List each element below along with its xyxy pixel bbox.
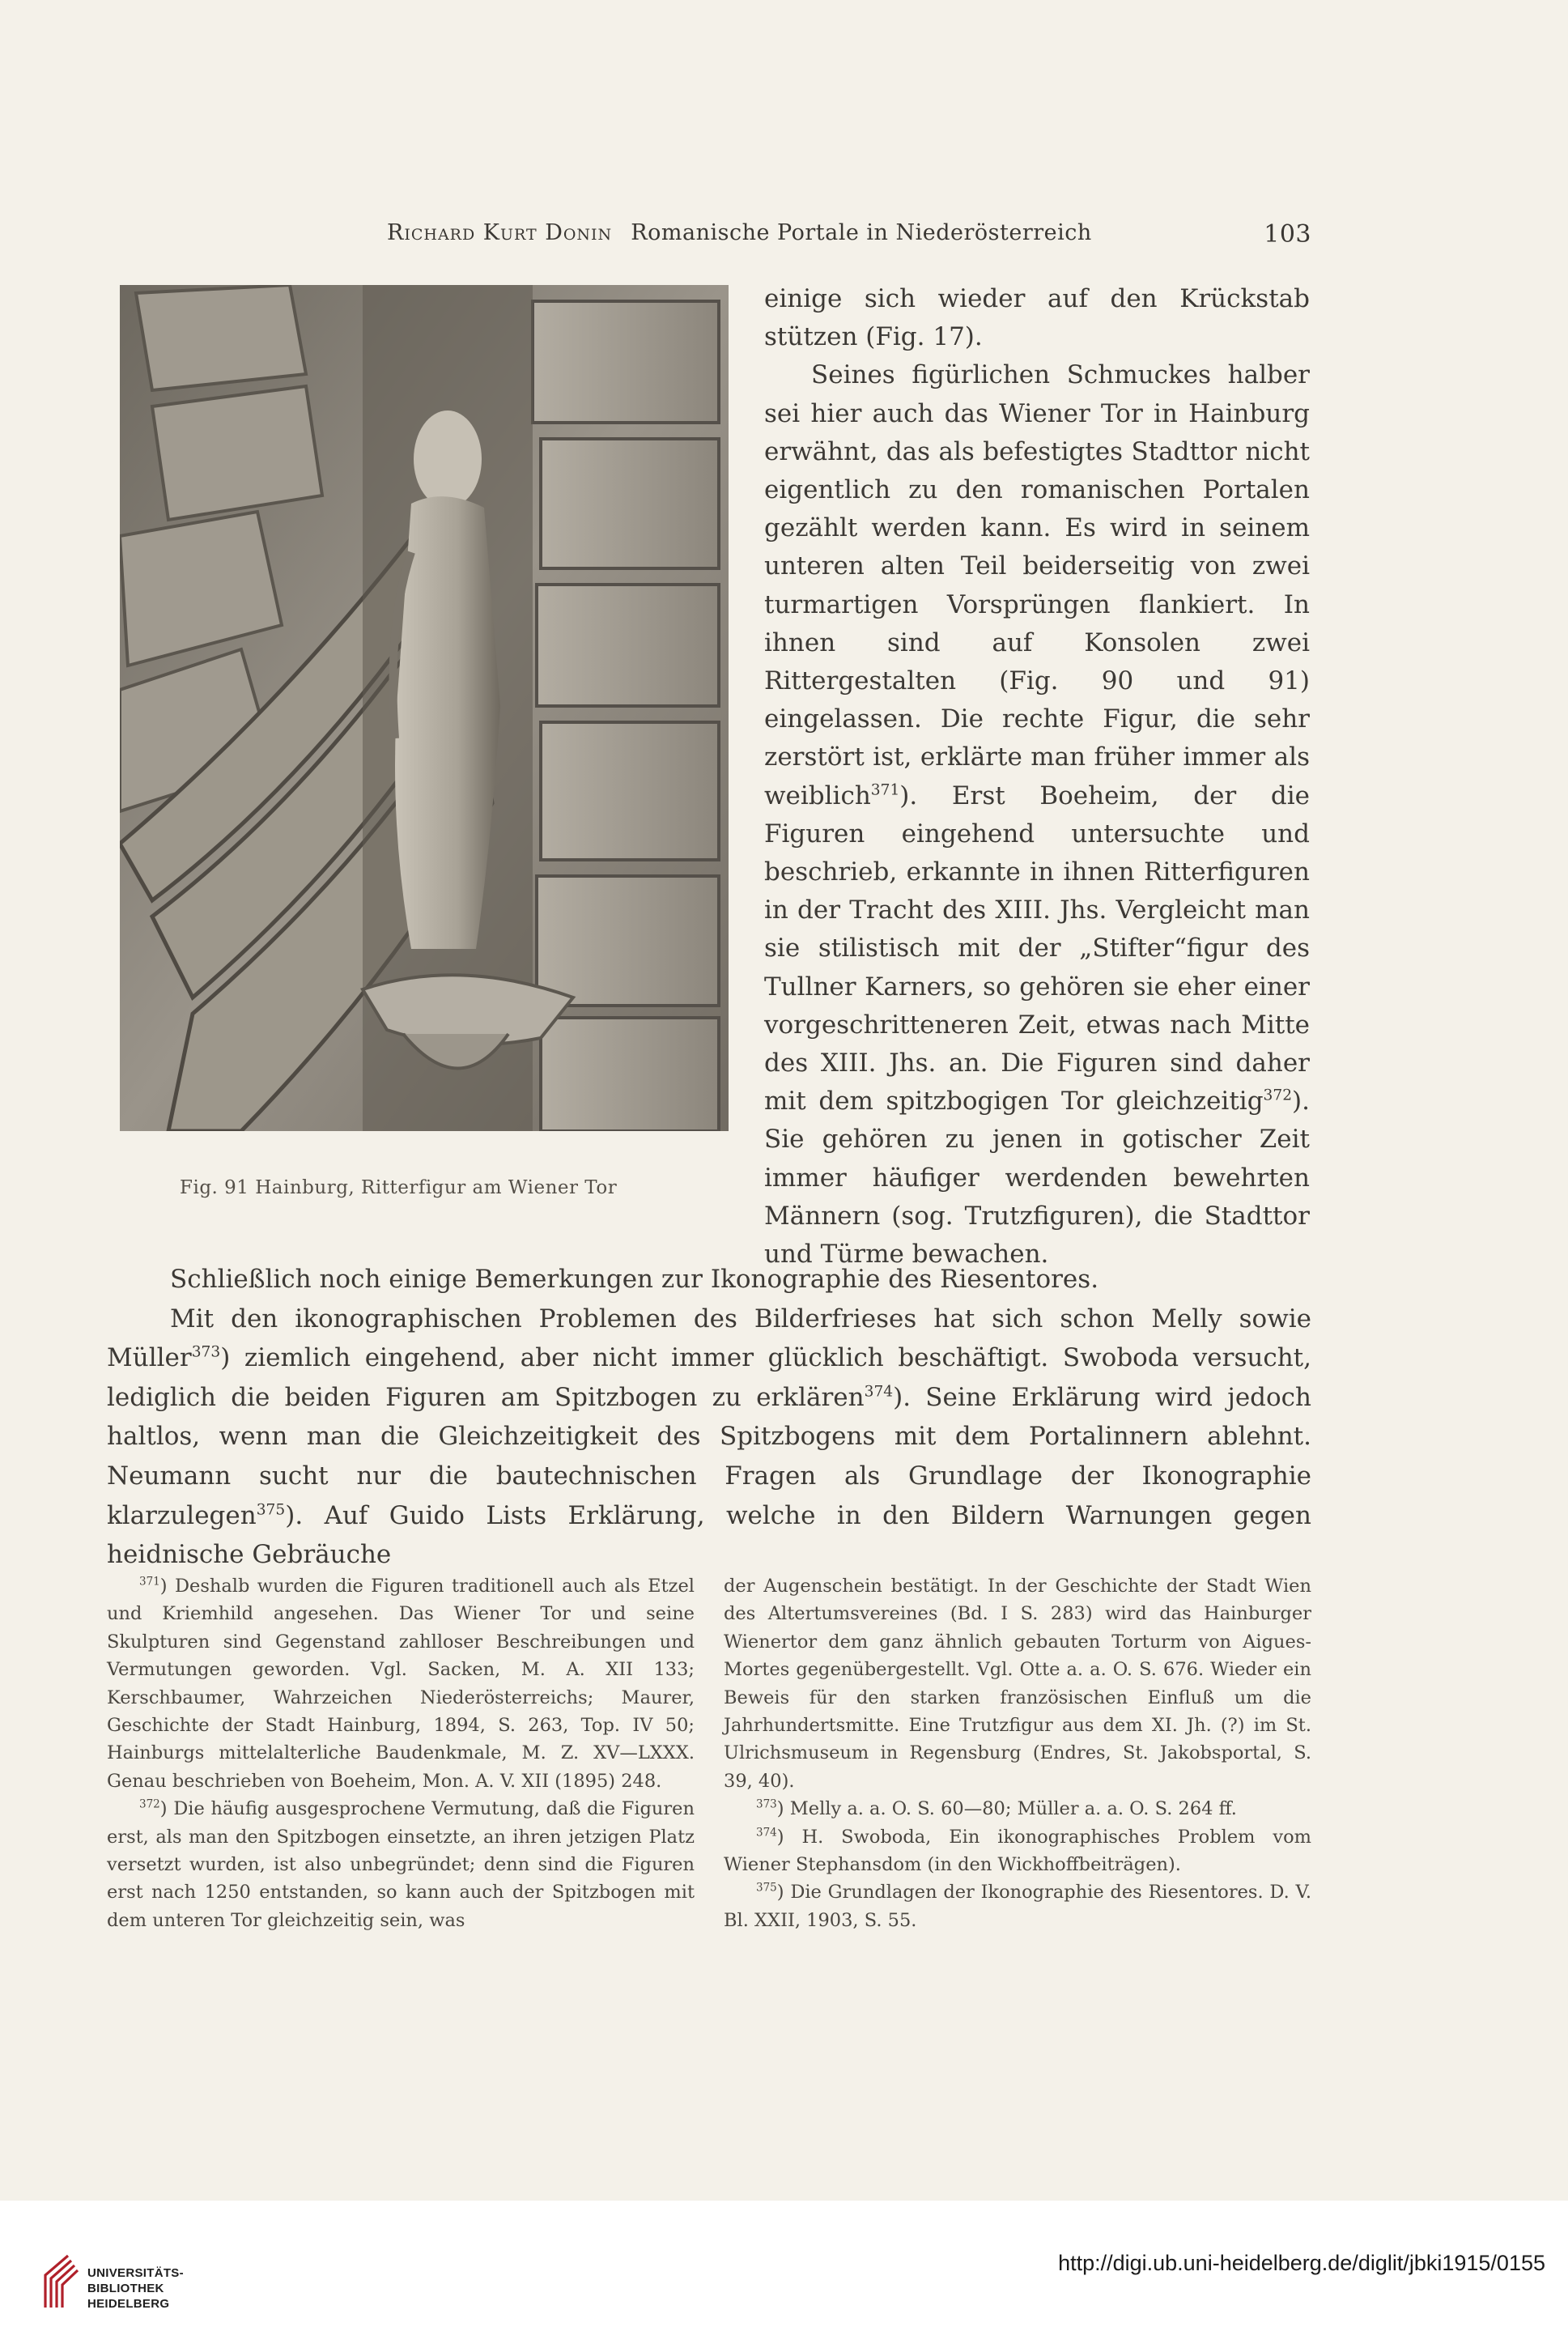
- footnote-372-text: ) Die häufig ausgesprochene Vermutung, daß die Figuren erst, als man den Spitzbogen einsetzte, an ihren jetzigen Platz versetzt wurden, ist also unbegründet; denn sind die Figuren erst nach 1250 entstanden, so kann auch der Spitzbogen mit dem unteren Tor gleichzeitig sein, was: [107, 1798, 695, 1931]
- main-paragraph-1: Schließlich noch einige Bemerkungen zur Ikonographie des Riesentores.: [170, 1265, 1099, 1294]
- knight-figure-photo: [120, 285, 729, 1131]
- logo-line-3: HEIDELBERG: [87, 2297, 170, 2311]
- footnote-ref-371: 371: [870, 781, 900, 799]
- column-paragraph-2-end: ). Sie gehören zu jenen in gotischer Zeit immer häufiger werdenden bewehrten Männern (sog. Trutzfiguren), die Stadttor und Türme bewachen.: [764, 1087, 1310, 1270]
- footnote-374-text: ) H. Swoboda, Ein ikonographisches Problem vom Wiener Stephansdom (in den Wickhoffbeiträgen).: [724, 1826, 1311, 1876]
- photo-illustration: [120, 285, 729, 1131]
- footnote-ref-375: 375: [256, 1501, 286, 1519]
- column-paragraph-2: [764, 356, 1310, 1274]
- column-paragraph-2-text: Seines figürlichen Schmuckes halber sei hier auch das Wiener Tor in Hainburg erwähnt, das als befestigtes Stadttor nicht eigentlich zu den romanischen Portalen gezählt werden kann. Es wird in seinem unteren alten Teil beiderseitig von zwei turmartigen Vorsprüngen flankiert. In ihnen sind auf Konsolen zwei Rittergestalten (Fig. 90 und 91) eingelassen. Die rechte Figur, die sehr zerstört ist, erklärte man früher immer als weiblich: [764, 360, 1310, 810]
- footnote-371-text: ) Deshalb wurden die Figuren traditionell auch als Etzel und Kriemhild angesehen. Das Wiener Tor und seine Skulpturen sind Gegenstand zahlloser Beschreibungen und Vermutungen geworden. Vgl. Sacken, M. A. XII 133; Kerschbaumer, Wahrzeichen Niederösterreichs; Maurer, Geschichte der Stadt Hainburg, 1894, S. 263, Top. IV 50; Hainburgs mittelalterliche Baudenkmale, M. Z. XV—LXXX. Genau beschrieben von Boeheim, Mon. A. V. XII (1895) 248.: [107, 1576, 695, 1792]
- footer-bar: [0, 2201, 1568, 2348]
- footnote-375-text: ) Die Grundlagen der Ikonographie des Riesentores. D. V. Bl. XXII, 1903, S. 55.: [724, 1882, 1311, 1931]
- source-url-link[interactable]: http://digi.ub.uni-heidelberg.de/diglit/jbki1915/0155: [1058, 2251, 1545, 2275]
- footnote-ref-373: 373: [191, 1343, 221, 1361]
- logo-line-1: UNIVERSITÄTS-: [87, 2266, 184, 2280]
- figure-caption: Fig. 91 Hainburg, Ritterfigur am Wiener Tor: [180, 1177, 618, 1198]
- library-logo[interactable]: [40, 2248, 235, 2312]
- running-head-title: Romanische Portale in Niederösterreich: [631, 220, 1092, 245]
- footnote-ref-372: 372: [1263, 1087, 1293, 1104]
- running-head: [387, 220, 1311, 253]
- column-paragraph-2-after: ). Erst Boeheim, der die Figuren eingehend untersuchte und beschrieb, erkannte in ihnen Ritterfiguren in der Tracht des XIII. Jhs. Vergleicht man sie stilistisch mit der „Stifter“figur des Tullner Karners, so gehören sie eher einer vorgeschritteneren Zeit, etwas nach Mitte des XIII. Jhs. an. Die Figuren sind daher mit dem spitzbogigen Tor gleichzeitig: [764, 781, 1310, 1117]
- footnotes-left-column: [107, 1572, 695, 1934]
- running-head-author: Richard Kurt Donin: [387, 220, 613, 245]
- footnote-373-number: 373: [756, 1797, 777, 1811]
- main-paragraph-2: [107, 1299, 1311, 1575]
- footnote-372: [107, 1795, 695, 1934]
- footnote-375-number: 375: [756, 1881, 777, 1895]
- column-text: [764, 280, 1310, 1274]
- column-paragraph-1: einige sich wieder auf den Krückstab stützen (Fig. 17).: [764, 284, 1310, 352]
- footnote-374: [724, 1823, 1311, 1879]
- logo-line-2: BIBLIOTHEK: [87, 2282, 164, 2295]
- page-number: 103: [1264, 220, 1311, 249]
- footnote-372-continued: der Augenschein bestätigt. In der Geschichte der Stadt Wien des Altertumsvereines (Bd. I S. 283) wird das Hainburger Wienertor dem ganz ähnlich gebauten Torturm von Aigues-Mortes gegenübergestellt. Vgl. Otte a. a. O. S. 676. Wieder ein Beweis für den starken französischen Einfluß um die Jahrhundertsmitte. Eine Trutzfigur aus dem XI. Jh. (?) im St. Ulrichsmuseum in Regensburg (Endres, St. Jakobsportal, S. 39, 40).: [724, 1576, 1311, 1792]
- footnote-373-text: ) Melly a. a. O. S. 60—80; Müller a. a. O. S. 264 ff.: [776, 1798, 1237, 1820]
- footnote-373: [724, 1795, 1311, 1823]
- library-logo-text: [87, 2265, 184, 2312]
- main-paragraph-2-c: ). Seine Erklärung wird jedoch haltlos, wenn man die Gleichzeitigkeit des Spitzbogens mit dem Portalinnern ablehnt. Neumann sucht nur die bautechnischen Fragen als Grundlage der Ikonographie klarzulegen: [107, 1382, 1311, 1530]
- main-paragraph-2-b: ) ziemlich eingehend, aber nicht immer glücklich beschäftigt. Swoboda versucht, lediglich die beiden Figuren am Spitzbogen zu erklären: [107, 1343, 1311, 1412]
- footnotes-right-column: [724, 1572, 1311, 1934]
- main-paragraph-2-d: ). Auf Guido Lists Erklärung, welche in den Bildern Warnungen gegen heidnische Gebräuche: [107, 1500, 1311, 1570]
- main-paragraph-2-a: Mit den ikonographischen Problemen des Bilderfrieses hat sich schon Melly sowie Müller: [107, 1304, 1311, 1373]
- footnote-ref-374: 374: [864, 1383, 894, 1401]
- footnote-372-number: 372: [139, 1797, 160, 1811]
- main-text: [107, 1260, 1311, 1575]
- footnote-371: [107, 1572, 695, 1795]
- footnote-371-number: 371: [139, 1575, 160, 1589]
- footnote-374-number: 374: [756, 1826, 777, 1840]
- footnote-375: [724, 1878, 1311, 1934]
- footnotes: [107, 1572, 1311, 1977]
